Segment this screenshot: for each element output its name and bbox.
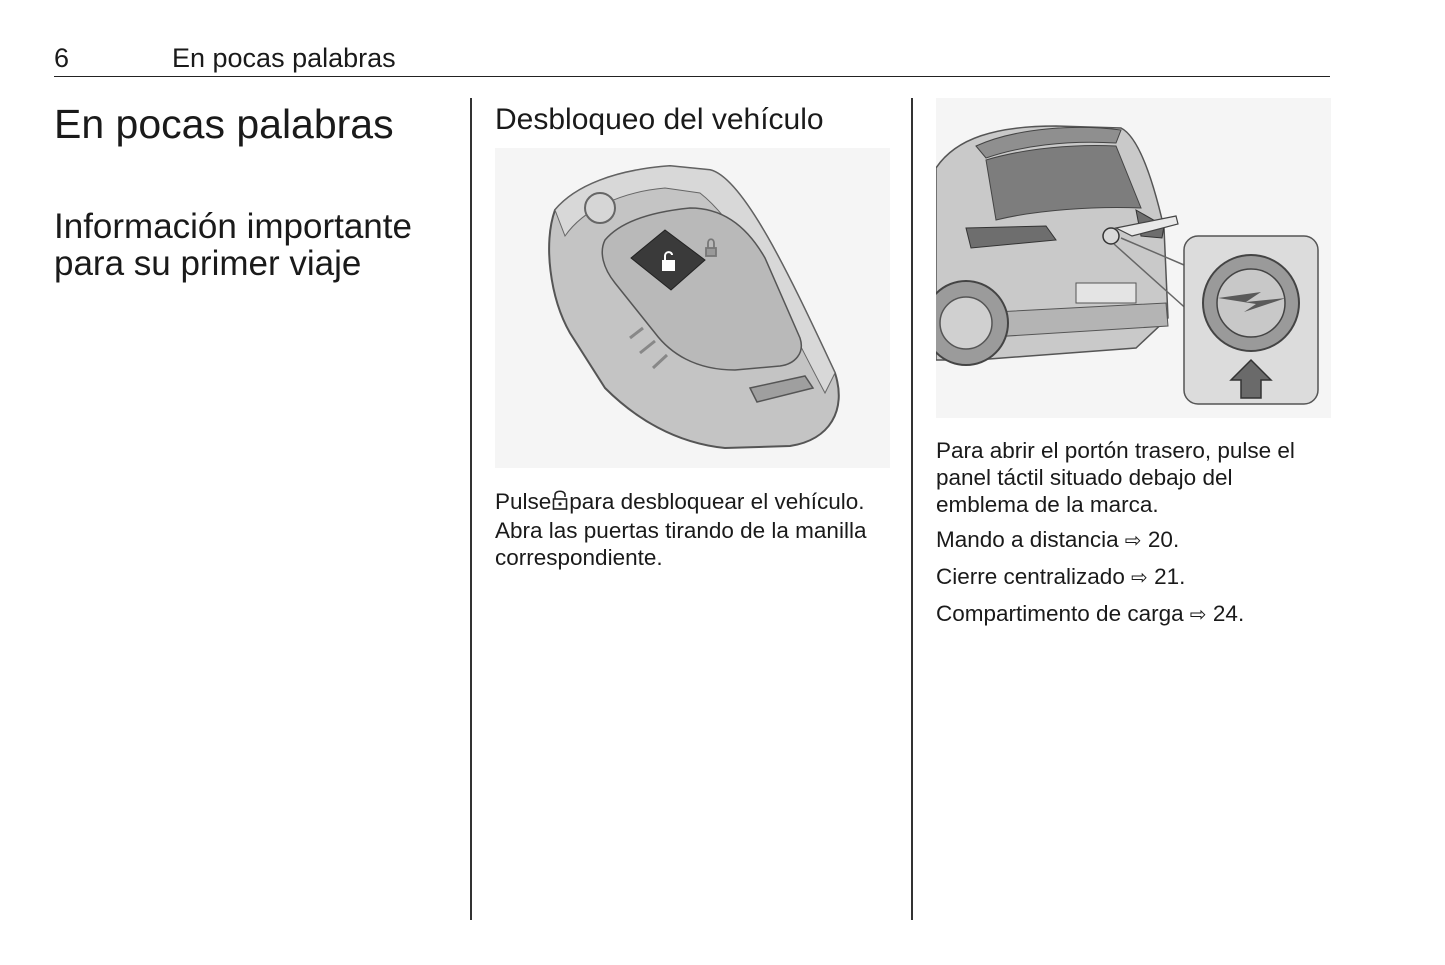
unlock-instructions: [495, 488, 895, 571]
reference-arrow-icon: ⇨: [1189, 604, 1207, 626]
running-title: En pocas palabras: [172, 43, 396, 73]
text-line: panel táctil situado debajo del: [936, 465, 1233, 490]
subsection-title: Desbloqueo del vehículo: [495, 103, 824, 136]
open-padlock-icon: [551, 489, 569, 517]
section-title-line: para su primer viaje: [54, 244, 362, 283]
unlock-paragraph: [495, 488, 895, 571]
text-pulse: Pulse: [495, 489, 552, 514]
text-line: Abra las puertas tirando de la manilla: [495, 518, 867, 543]
section-title: [54, 208, 454, 282]
tailgate-paragraph: [936, 437, 1336, 518]
reference-page: 24.: [1212, 601, 1245, 626]
text-unlock: para desbloquear el vehículo.: [569, 489, 865, 514]
column-divider: [911, 98, 913, 920]
chapter-title: En pocas palabras: [54, 101, 394, 147]
column-divider: [470, 98, 472, 920]
reference-load-compartment: [936, 600, 1336, 629]
text-line: correspondiente.: [495, 545, 663, 570]
reference-label: Mando a distancia: [936, 527, 1119, 552]
reference-page: 21.: [1154, 564, 1186, 589]
page-number: 6: [54, 43, 70, 73]
middle-column: [495, 98, 895, 570]
tailgate-instructions: [936, 437, 1336, 637]
left-column: [54, 98, 454, 282]
car-key-illustration: [495, 148, 890, 468]
section-title-line: Información importante: [54, 207, 412, 246]
reference-label: Compartimento de carga: [936, 601, 1184, 626]
text-line: emblema de la marca.: [936, 492, 1159, 517]
tailgate-illustration: [936, 98, 1331, 418]
reference-central-locking: [936, 563, 1336, 592]
reference-label: Cierre centralizado: [936, 564, 1125, 589]
page-header: [54, 42, 1330, 77]
text-line: Para abrir el portón trasero, pulse el: [936, 438, 1295, 463]
reference-arrow-icon: ⇨: [1131, 567, 1148, 589]
reference-page: 20.: [1147, 527, 1180, 552]
reference-remote: [936, 526, 1336, 555]
reference-arrow-icon: ⇨: [1124, 530, 1142, 552]
